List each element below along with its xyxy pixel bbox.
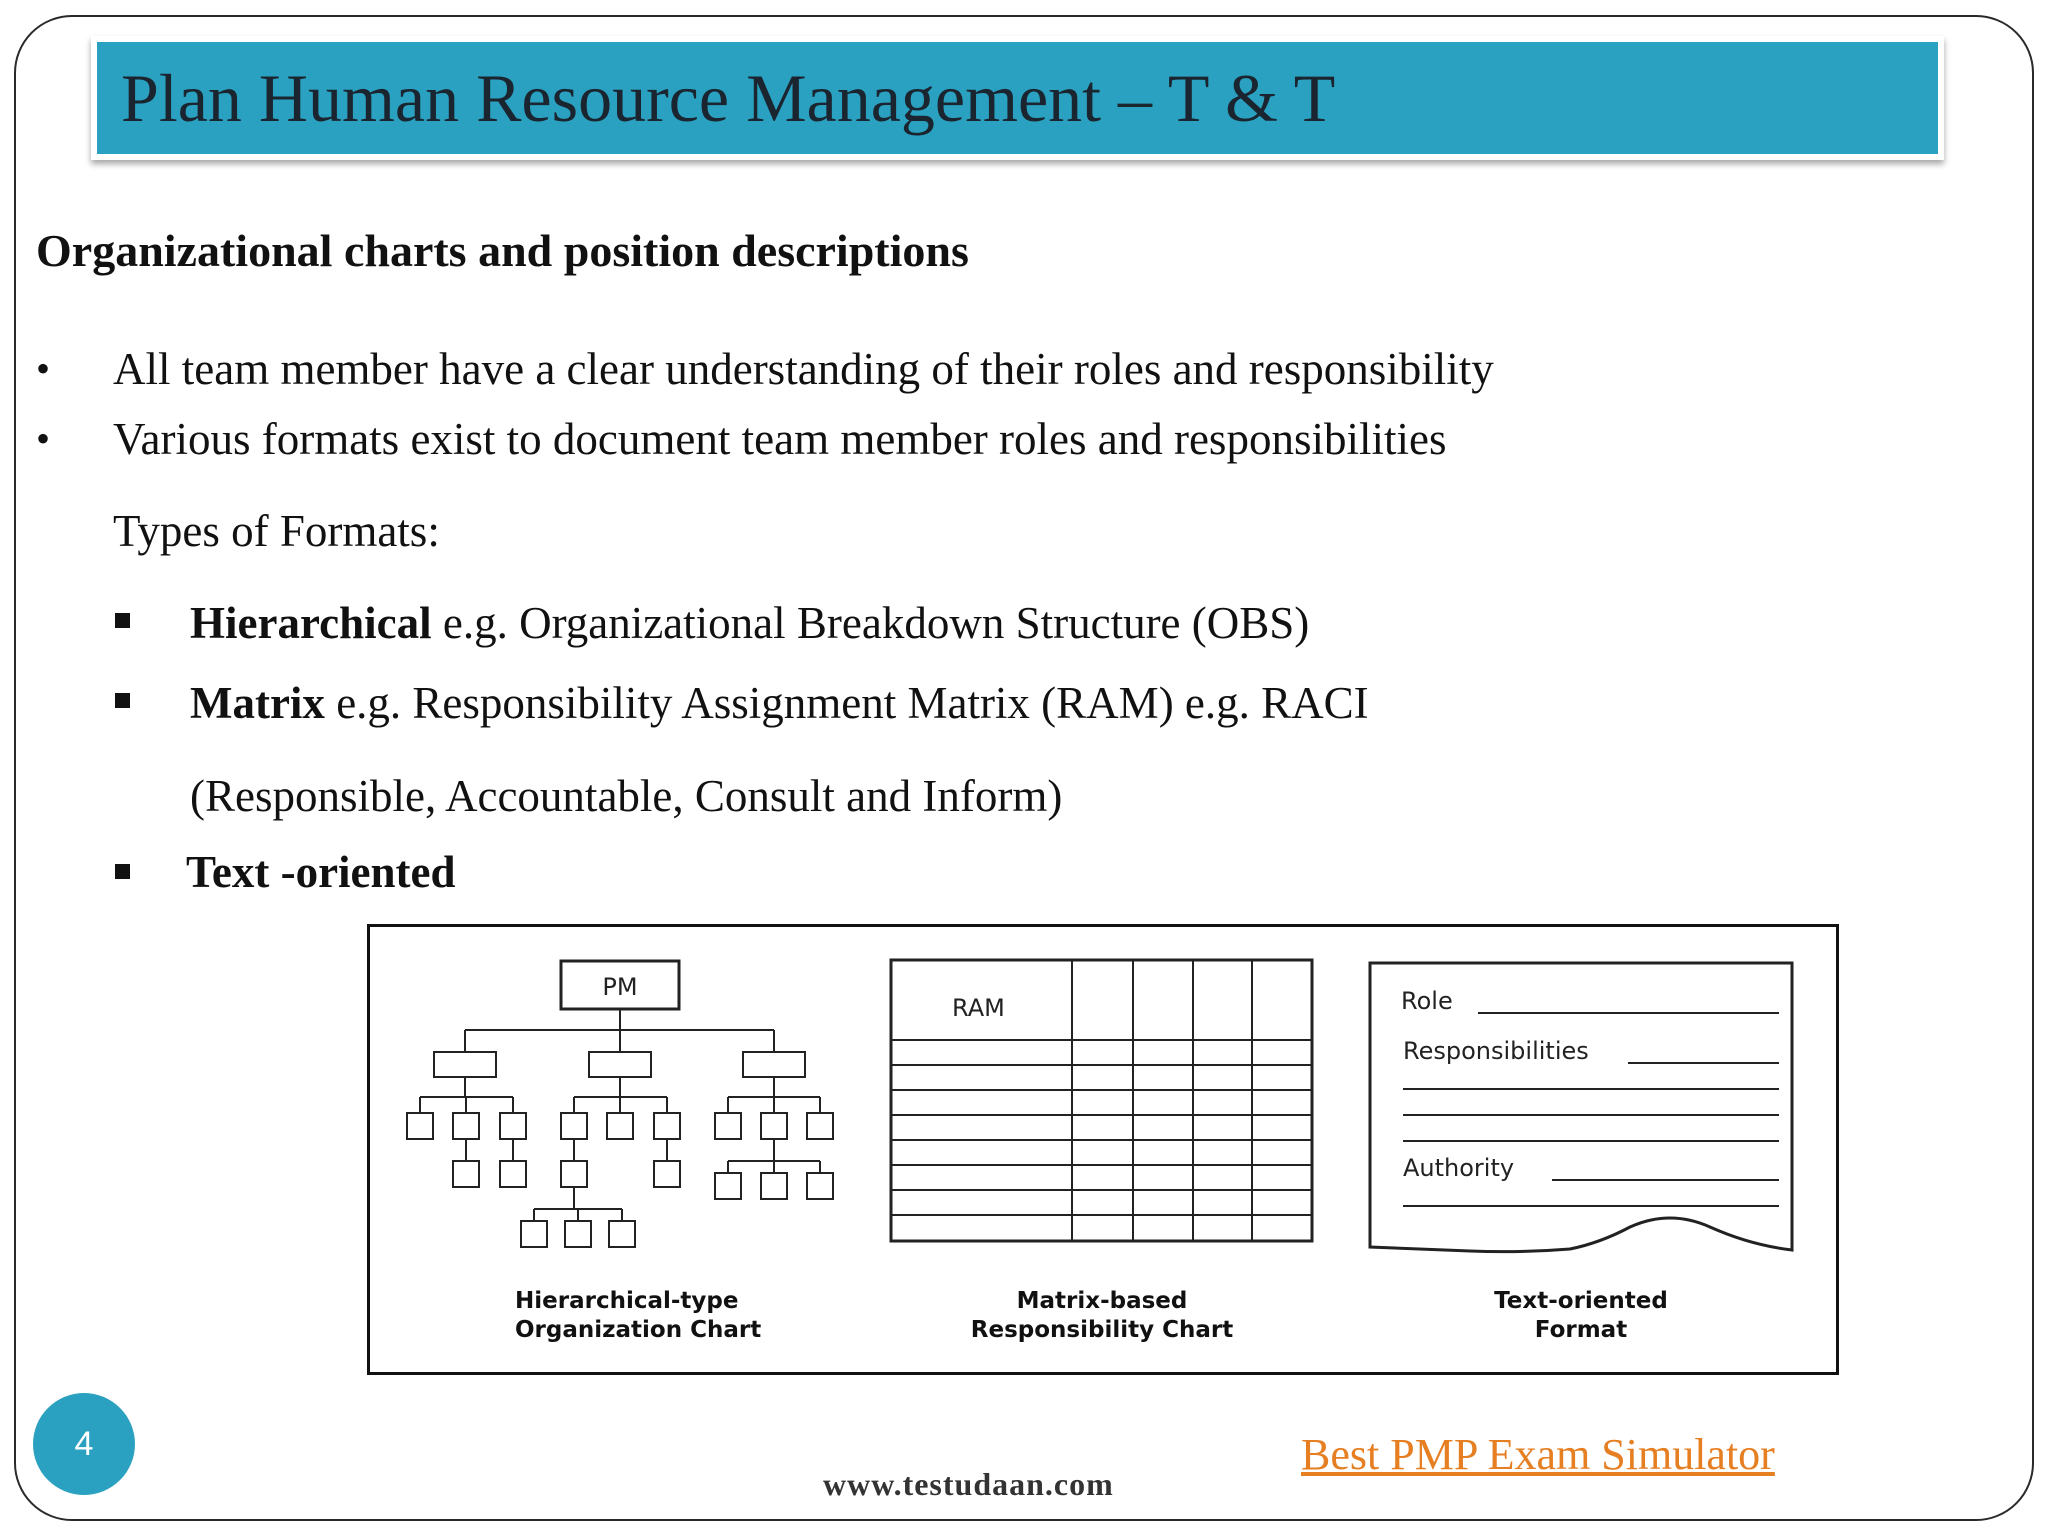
bullet-text: Various formats exist to document team member roles and responsibilities: [113, 414, 1447, 464]
org-node: [561, 1161, 587, 1187]
square-bullet: [115, 693, 130, 708]
exam-simulator-link[interactable]: Best PMP Exam Simulator: [1301, 1430, 1775, 1479]
org-node: [607, 1113, 633, 1139]
page-number-badge: 4: [33, 1393, 135, 1495]
org-node: [500, 1113, 526, 1139]
format-name: Matrix: [190, 678, 325, 728]
types-label: Types of Formats:: [113, 506, 440, 556]
form-authority-label: Authority: [1403, 1154, 1515, 1182]
caption-hierarchical: Hierarchical-type Organization Chart: [515, 1288, 762, 1343]
org-node: [715, 1173, 741, 1199]
bullet-text: All team member have a clear understanding of their roles and responsibility: [113, 344, 1494, 394]
format-desc: e.g. Organizational Breakdown Structure (OBS): [431, 598, 1310, 648]
org-node: [453, 1113, 479, 1139]
org-root-label: PM: [602, 973, 638, 1001]
formats-figure: [367, 924, 1839, 1375]
org-node: [715, 1113, 741, 1139]
org-node: [521, 1221, 547, 1247]
org-node: [407, 1113, 433, 1139]
square-bullet: [115, 613, 130, 628]
org-node: [654, 1161, 680, 1187]
matrix-continuation: (Responsible, Accountable, Consult and Inform): [190, 771, 1063, 821]
org-node: [761, 1113, 787, 1139]
format-matrix: [190, 677, 1369, 729]
org-node: [561, 1113, 587, 1139]
caption-matrix: Matrix-based Responsibility Chart: [970, 1288, 1234, 1343]
org-node: [609, 1221, 635, 1247]
org-node: [807, 1173, 833, 1199]
org-node: [589, 1052, 651, 1077]
form-role-label: Role: [1401, 987, 1453, 1015]
form-responsibilities-label: Responsibilities: [1403, 1037, 1589, 1065]
org-node: [434, 1052, 496, 1077]
org-chart: [407, 961, 833, 1247]
org-node: [807, 1113, 833, 1139]
bullet-dot: •: [36, 416, 51, 461]
square-bullet: [115, 864, 130, 879]
org-node: [500, 1161, 526, 1187]
org-node: [453, 1161, 479, 1187]
org-node: [743, 1052, 805, 1077]
org-node: [761, 1173, 787, 1199]
format-hierarchical: [190, 597, 1309, 649]
slide-title: Plan Human Resource Management – T & T: [121, 60, 1336, 136]
caption-text-oriented: Text-oriented Format: [1494, 1288, 1668, 1343]
format-desc: e.g. Responsibility Assignment Matrix (RAM) e.g. RACI: [324, 678, 1369, 728]
format-name: Text -oriented: [186, 847, 456, 897]
bullet-dot: •: [36, 346, 51, 391]
section-heading: Organizational charts and position descriptions: [36, 225, 969, 276]
format-name: Hierarchical: [190, 598, 432, 648]
ram-label: RAM: [952, 994, 1005, 1022]
footer-url: www.testudaan.com: [823, 1466, 1114, 1502]
org-node: [565, 1221, 591, 1247]
org-node: [654, 1113, 680, 1139]
format-text-oriented: [186, 846, 456, 898]
title-bar: [91, 36, 1944, 160]
